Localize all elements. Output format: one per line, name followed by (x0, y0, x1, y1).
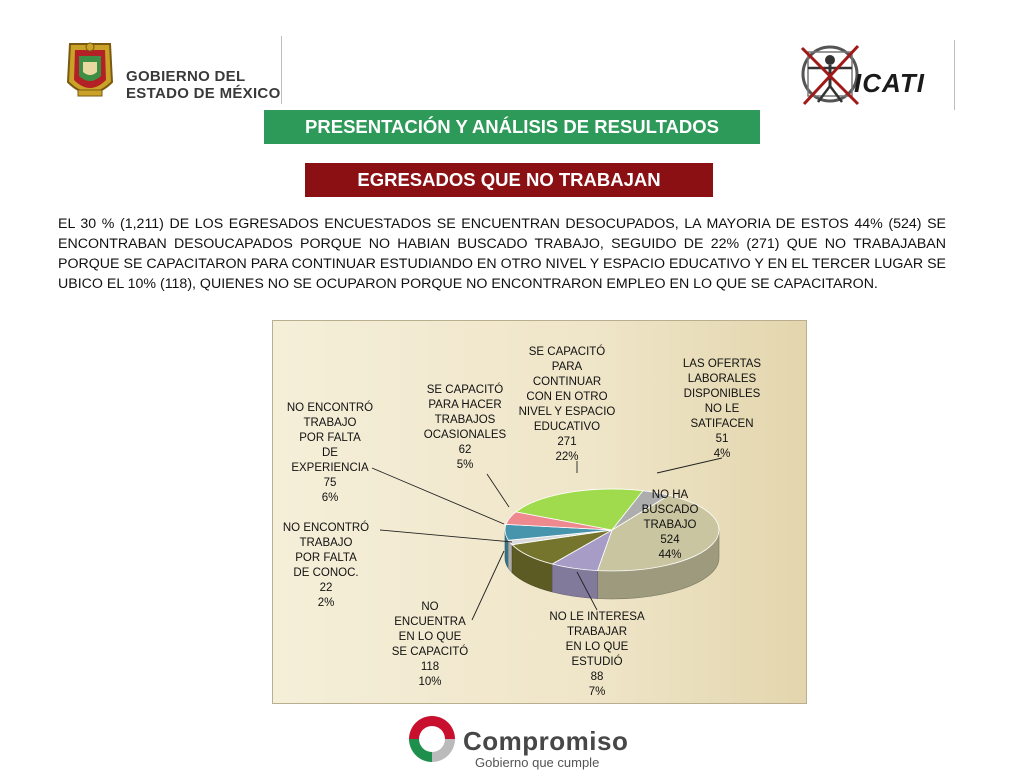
slice-percent: 5% (456, 459, 474, 471)
slice-label-text: NO ENCONTRÓ (282, 522, 370, 534)
gobierno-line2: ESTADO DE MÉXICO (126, 85, 281, 102)
slice-label (512, 345, 622, 465)
slice-label-text: TRABAJO (643, 519, 697, 531)
slice-percent: 6% (321, 492, 339, 504)
slice-label (410, 383, 520, 473)
slice-value: 51 (715, 433, 729, 445)
slice-percent: 4% (713, 448, 731, 460)
compromiso-wordmark: Compromiso (463, 726, 629, 756)
slice-label-text: NO HA (651, 489, 689, 501)
gobierno-line1: GOBIERNO DEL (126, 68, 246, 85)
slice-label-text: BUSCADO (641, 504, 699, 516)
slice-value: 271 (557, 436, 577, 448)
slice-percent: 10% (418, 676, 442, 688)
slice-label-text: OCASIONALES (423, 429, 507, 441)
slice-label-text: CON EN OTRO (526, 391, 608, 403)
slice-percent: 7% (588, 686, 606, 698)
slice-label-text: SE CAPACITÓ (391, 646, 469, 658)
slice-label-text: POR FALTA (295, 552, 357, 564)
slice-label-text: NO ENCONTRÓ (286, 402, 374, 414)
pie-slice-side (508, 540, 512, 572)
slice-label-text: NO LE (704, 403, 740, 415)
header-divider (281, 36, 282, 104)
slice-label (271, 521, 381, 611)
slice-label-text: CONTINUAR (532, 376, 602, 388)
slice-label-text: TRABAJAR (566, 626, 628, 638)
slice-label-text: EDUCATIVO (533, 421, 601, 433)
leader-line (372, 468, 504, 524)
icati-logo (796, 38, 956, 112)
slice-label (667, 357, 777, 462)
slice-label-text: DISPONIBLES (683, 388, 761, 400)
compromiso-tagline: Gobierno que cumple (475, 755, 600, 770)
slice-percent: 2% (317, 597, 335, 609)
slice-label-text: DE CONOC. (293, 567, 359, 579)
slice-label (542, 610, 652, 700)
slice-label-text: LAS OFERTAS (682, 358, 762, 370)
slice-percent: 44% (658, 549, 682, 561)
slice-percent: 22% (555, 451, 579, 463)
slice-value: 88 (590, 671, 604, 683)
slice-value: 62 (458, 444, 472, 456)
slice-label-text: LABORALES (687, 373, 757, 385)
slice-label (615, 488, 725, 563)
compromiso-logo (405, 712, 629, 770)
slice-label (375, 600, 485, 690)
header-divider-right (954, 40, 955, 110)
slice-label-text: ESTUDIÓ (571, 656, 623, 668)
slice-label-text: PARA (551, 361, 583, 373)
slice-label-text: POR FALTA (299, 432, 361, 444)
subtitle-banner: EGRESADOS QUE NO TRABAJAN (305, 163, 713, 197)
slice-label-text: TRABAJO (299, 537, 353, 549)
gobierno-edomex-logo (62, 38, 284, 104)
slice-value: 22 (319, 582, 333, 594)
title-banner: PRESENTACIÓN Y ANÁLISIS DE RESULTADOS (264, 110, 760, 144)
slice-label-text: EN LO QUE (565, 641, 629, 653)
slice-label-text: SE CAPACITÓ (528, 346, 606, 358)
slice-label-text: TRABAJOS (434, 414, 496, 426)
slice-label-text: SATIFACEN (690, 418, 754, 430)
slice-value: 118 (420, 661, 440, 673)
slice-label-text: NO LE INTERESA (549, 611, 645, 623)
slice-label-text: EN LO QUE (398, 631, 462, 643)
slice-label-text: NO (421, 601, 439, 613)
slice-label-text: DE (322, 447, 338, 459)
slice-label-text: TRABAJO (303, 417, 357, 429)
edomex-seal-icon (62, 38, 118, 102)
icati-wordmark: ICATI (854, 68, 925, 98)
leader-line (487, 474, 509, 507)
slice-label-text: EXPERIENCIA (291, 462, 369, 474)
slice-label-text: PARA HACER (428, 399, 502, 411)
slice-value: 524 (660, 534, 680, 546)
summary-paragraph: EL 30 % (1,211) DE LOS EGRESADOS ENCUESTADOS SE ENCUENTRAN DESOCUPADOS, LA MAYORIA DE ESTOS 44% (524) SE ENCONTRABAN DESOUCAPADOS PORQUE NO HABIAN BUSCADO TRABAJO, SEGUIDO DE 22% (271) QUE NO TRABAJABAN PORQUE SE CAPACITARON PARA CONTINUAR ESTUDIANDO EN OTRO NIVEL Y ESPACIO EDUCATIVO Y EN EL TERCER LUGAR SE UBICO EL 10% (118), QUIENES NO SE OCUPARON PORQUE NO ENCONTRARON EMPLEO EN LO QUE SE CAPACITARON. (58, 216, 946, 292)
slice-value: 75 (323, 477, 337, 489)
slice-label (275, 401, 385, 506)
compromiso-swirl-icon (405, 712, 459, 766)
leader-line (380, 530, 512, 542)
slice-label-text: NIVEL Y ESPACIO (518, 406, 616, 418)
slice-label-text: ENCUENTRA (394, 616, 466, 628)
slice-label-text: SE CAPACITÓ (426, 384, 504, 396)
